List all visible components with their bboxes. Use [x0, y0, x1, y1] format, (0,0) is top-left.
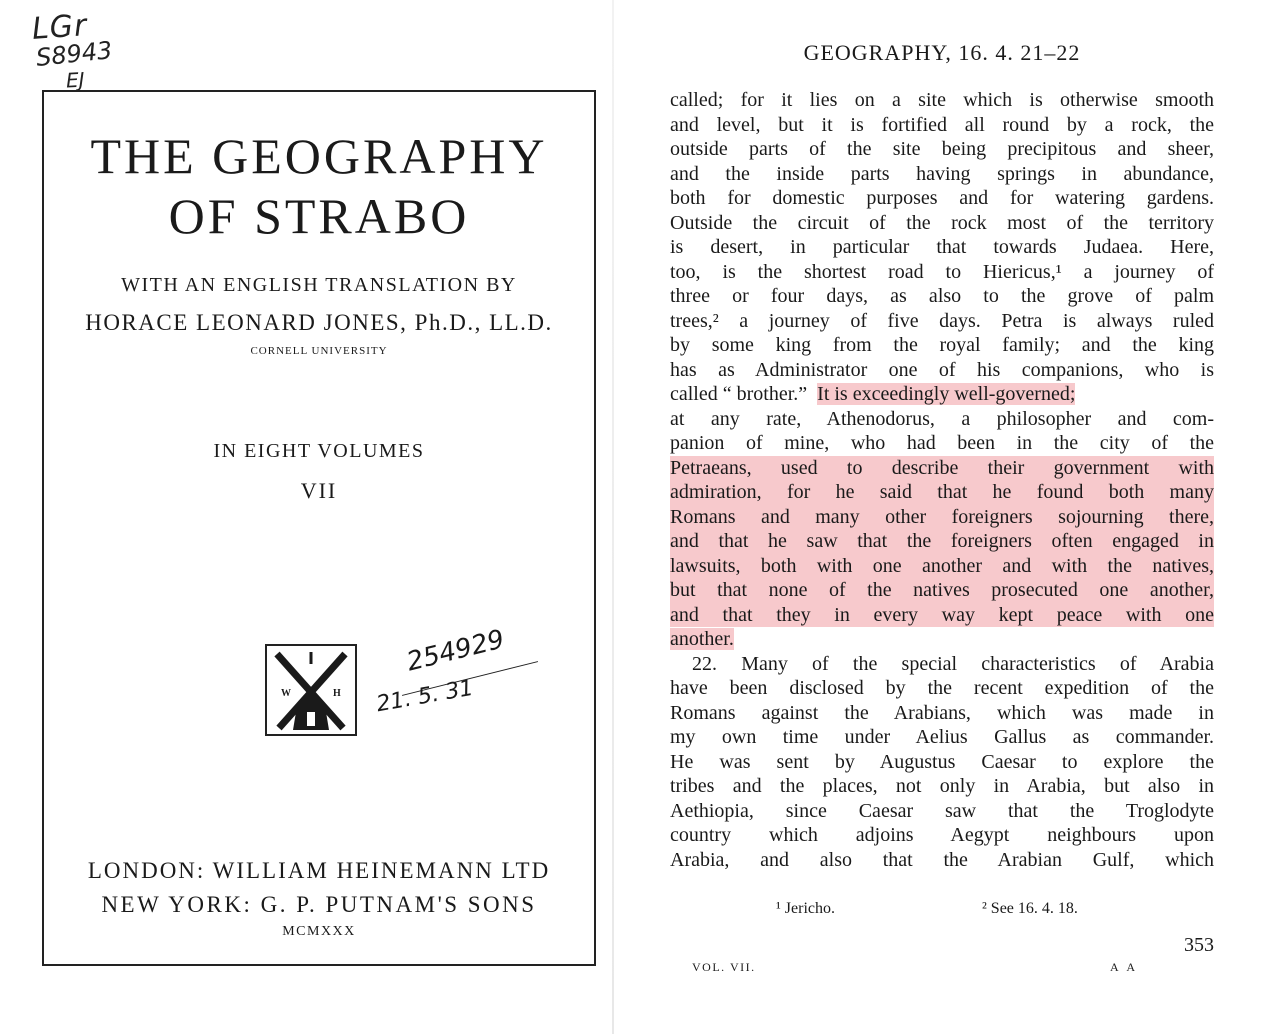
text-line: and the inside parts having springs in abundance,	[670, 162, 1214, 185]
book-title-line-1: THE GEOGRAPHY	[90, 128, 548, 184]
translation-line: WITH AN ENGLISH TRANSLATION BY	[121, 274, 517, 296]
book-title	[44, 126, 594, 246]
text-line: have been disclosed by the recent expedition of the	[670, 677, 1214, 699]
text-line: has as Administrator one of his companions, who is	[670, 358, 1214, 381]
highlighted-line[interactable]: Petraeans, used to describe their government with	[670, 456, 1214, 479]
text-line: and level, but it is fortified all round by a rock, the	[670, 113, 1214, 136]
text-line: Aethiopia, since Caesar saw that the Troglodyte	[670, 799, 1214, 822]
text-line: Outside the circuit of the rock most of the territory	[670, 211, 1214, 234]
text-line: tribes and the places, not only in Arabia, but also in	[670, 775, 1214, 797]
highlighted-text[interactable]: another.	[670, 628, 734, 650]
text-line: panion of mine, who had been in the city of the	[670, 432, 1214, 454]
accession-number	[370, 620, 560, 720]
highlighted-line[interactable]: but that none of the natives prosecuted one another,	[670, 579, 1214, 601]
title-page	[42, 90, 596, 966]
pencil-shelfmark	[14, 10, 154, 100]
page-number: 353	[1184, 934, 1214, 956]
publisher-new-york: NEW YORK: G. P. PUTNAM'S SONS	[101, 892, 537, 917]
page-gutter	[612, 0, 614, 1034]
text-line: called; for it lies on a site which is otherwise smooth	[670, 89, 1214, 111]
publisher-device-icon	[265, 644, 357, 736]
accession-number-line: 254929	[403, 624, 508, 678]
windmill-icon	[267, 646, 355, 734]
book-title-line-2: OF STRABO	[168, 188, 470, 244]
colophon-letter-w: W	[281, 688, 291, 699]
body-text	[670, 88, 1214, 872]
running-head: GEOGRAPHY, 16. 4. 21–22	[803, 40, 1081, 65]
shelfmark-line-2: S8943	[34, 36, 114, 72]
volume-signature: VOL. VII.	[692, 960, 756, 974]
text-line: by some king from the royal family; and the king	[670, 334, 1214, 356]
text-line: both for domestic purposes and for watering gardens.	[670, 187, 1214, 209]
text-segment: called “ brother.”	[670, 383, 808, 405]
sheet-signature: A A	[1110, 960, 1139, 974]
highlighted-line[interactable]: lawsuits, both with one another and with the natives,	[670, 554, 1214, 577]
text-line: country which adjoins Aegypt neighbours upon	[670, 824, 1214, 846]
section-heading-line: 22. Many of the special characteristics of Arabia	[692, 652, 1214, 675]
volume-number: VII	[300, 478, 338, 503]
text-line: trees,² a journey of five days. Petra is always ruled	[670, 309, 1214, 332]
text-line: He was sent by Augustus Caesar to explore the	[670, 750, 1214, 773]
shelfmark-line-3: EJ	[65, 67, 86, 93]
publisher-london: LONDON: WILLIAM HEINEMANN LTD	[87, 858, 551, 883]
text-line: outside parts of the site being precipitous and sheer,	[670, 138, 1214, 160]
text-line: at any rate, Athenodorus, a philosopher and com-	[670, 407, 1214, 430]
publication-year: MCMXXX	[282, 924, 356, 939]
colophon-letter-h: H	[333, 688, 341, 699]
text-line: Romans against the Arabians, which was made in	[670, 701, 1214, 724]
volumes-line: IN EIGHT VOLUMES	[213, 440, 425, 462]
accession-date-line: 21. 5. 31	[374, 675, 476, 718]
text-line: Arabia, and also that the Arabian Gulf, which	[670, 848, 1214, 871]
highlighted-line[interactable]: Romans and many other foreigners sojourning there,	[670, 505, 1214, 528]
footnote-1: ¹ Jericho.	[776, 900, 835, 917]
highlighted-line[interactable]: and that they in every way kept peace with one	[670, 603, 1214, 626]
highlighted-line[interactable]: and that he saw that the foreigners often engaged in	[670, 530, 1214, 552]
highlighted-text[interactable]: It is exceedingly well-governed;	[817, 383, 1076, 405]
footnote-2: ² See 16. 4. 18.	[982, 900, 1078, 917]
author-name: HORACE LEONARD JONES, Ph.D., LL.D.	[85, 310, 553, 335]
text-line: three or four days, as also to the grove of palm	[670, 285, 1214, 307]
author-affiliation: CORNELL UNIVERSITY	[250, 345, 388, 357]
text-line: my own time under Aelius Gallus as commander.	[670, 726, 1214, 748]
text-line-with-highlight	[670, 382, 1214, 407]
footnotes	[670, 900, 1214, 924]
text-line: is desert, in particular that towards Judaea. Here,	[670, 236, 1214, 258]
shelfmark-line-1: LGr	[30, 8, 89, 47]
highlighted-line-last	[670, 627, 1214, 652]
highlighted-line[interactable]: admiration, for he said that he found both many	[670, 481, 1214, 503]
text-line: too, is the shortest road to Hiericus,¹ a journey of	[670, 260, 1214, 283]
